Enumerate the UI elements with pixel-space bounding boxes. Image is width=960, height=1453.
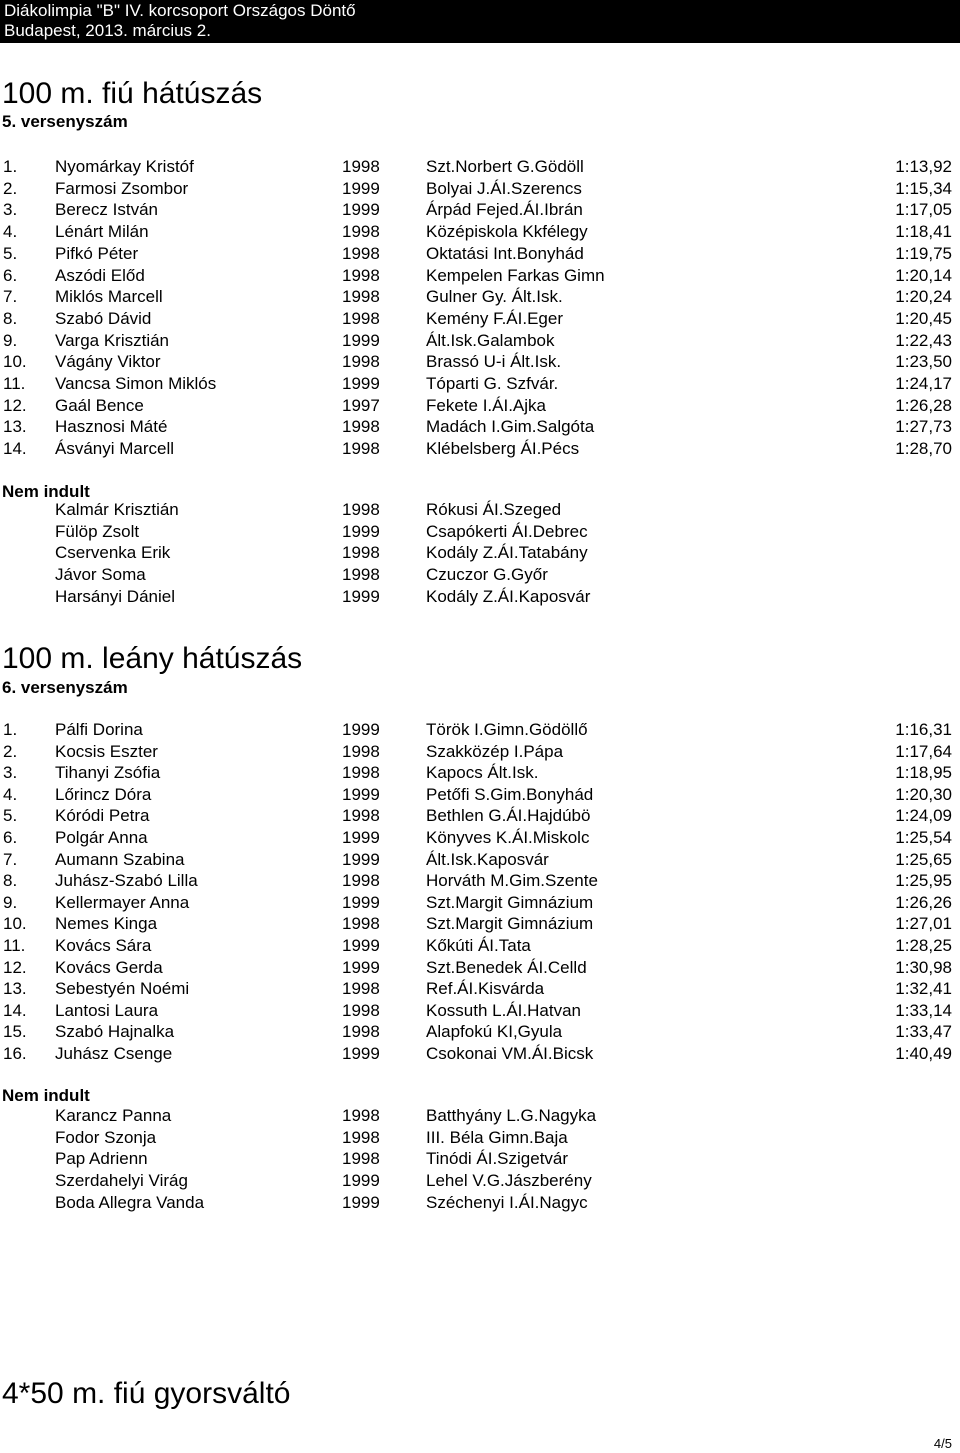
school-cell: Szt.Margit Gimnázium: [426, 914, 594, 934]
rank-cell: 14.: [3, 1000, 27, 1020]
year-cell: 1999: [342, 178, 380, 198]
name-cell: Szabó Hajnalka: [55, 1022, 175, 1042]
school-cell: Török I.Gimn.Gödöllő: [426, 720, 588, 739]
table-row: [0, 762, 960, 784]
school-cell: Ált.Isk.Galambok: [426, 330, 555, 350]
time-cell: 1:19,75: [895, 243, 952, 263]
time-cell: 1:30,98: [895, 957, 952, 977]
school-cell: Tinódi ÁI.Szigetvár: [426, 1149, 569, 1169]
name-cell: Lénárt Milán: [55, 222, 149, 242]
year-cell: 1999: [342, 936, 380, 955]
year-cell: 1998: [342, 1000, 380, 1020]
name-cell: Varga Krisztián: [55, 330, 170, 350]
year-cell: 1999: [342, 849, 380, 869]
name-cell: Kellermayer Anna: [55, 892, 190, 912]
table-row: [0, 521, 960, 543]
table-row: [0, 892, 960, 914]
rank-cell: 16.: [3, 1044, 27, 1063]
year-cell: 1998: [342, 308, 380, 328]
school-cell: Kemény F.ÁI.Eger: [426, 308, 564, 328]
school-cell: Kossuth L.ÁI.Hatvan: [426, 1000, 581, 1020]
name-cell: Farmosi Zsombor: [55, 178, 189, 198]
year-cell: 1999: [342, 1044, 380, 1063]
event-title: 100 m. fiú hátúszás: [2, 77, 263, 110]
time-cell: 1:28,70: [895, 439, 952, 459]
year-cell: 1997: [342, 395, 380, 415]
time-cell: 1:22,43: [895, 330, 952, 350]
time-cell: 1:15,34: [895, 178, 952, 198]
time-cell: 1:18,41: [895, 222, 952, 242]
name-cell: Szabó Dávid: [55, 308, 152, 328]
rank-cell: 6.: [3, 828, 18, 847]
dns-label: Nem indult: [2, 482, 90, 501]
school-cell: Madách I.Gim.Salgóta: [426, 417, 595, 437]
school-cell: Középiskola Kkfélegy: [426, 222, 588, 242]
time-cell: 1:18,95: [895, 763, 952, 783]
name-cell: Sebestyén Noémi: [55, 979, 190, 999]
name-cell: Gaál Bence: [55, 395, 144, 415]
time-cell: 1:20,45: [895, 308, 952, 328]
table-row: [0, 221, 960, 243]
name-cell: Berecz István: [55, 200, 158, 220]
year-cell: 1998: [342, 914, 380, 934]
time-cell: 1:17,05: [895, 200, 952, 220]
rank-cell: 9.: [3, 330, 18, 350]
table-row: [0, 395, 960, 417]
year-cell: 1998: [342, 417, 380, 437]
year-cell: 1998: [342, 439, 380, 459]
name-cell: Kalmár Krisztián: [55, 500, 179, 519]
name-cell: Kocsis Eszter: [55, 741, 158, 761]
school-cell: Batthyány L.G.Nagyka: [426, 1106, 597, 1125]
table-row: [0, 719, 960, 741]
year-cell: 1999: [342, 374, 380, 393]
table-row: [0, 373, 960, 395]
name-cell: Nyomárkay Kristóf: [55, 157, 194, 176]
year-cell: 1999: [342, 957, 380, 977]
table-row: [0, 784, 960, 806]
school-cell: Szakközép I.Pápa: [426, 741, 564, 761]
school-cell: Csokonai VM.ÁI.Bicsk: [426, 1044, 594, 1063]
rank-cell: 12.: [3, 395, 27, 415]
year-cell: 1999: [342, 586, 380, 606]
school-cell: Gulner Gy. Ált.Isk.: [426, 287, 563, 307]
school-cell: Bethlen G.ÁI.Hajdúbö: [426, 806, 591, 826]
name-cell: Boda Allegra Vanda: [55, 1192, 205, 1212]
table-row: [0, 1021, 960, 1043]
dns-label: Nem indult: [2, 1086, 90, 1105]
school-cell: Csapókerti ÁI.Debrec: [426, 521, 588, 541]
event-number: 6. versenyszám: [2, 678, 128, 697]
year-cell: 1998: [342, 543, 380, 563]
name-cell: Miklós Marcell: [55, 287, 163, 307]
school-cell: Kodály Z.ÁI.Kaposvár: [426, 586, 591, 606]
table-row: [0, 978, 960, 1000]
school-cell: Petőfi S.Gim.Bonyhád: [426, 784, 594, 804]
table-row: [0, 586, 960, 608]
table-row: [0, 870, 960, 892]
table-row: [0, 286, 960, 308]
table-row: [0, 199, 960, 221]
time-cell: 1:33,14: [895, 1000, 952, 1020]
year-cell: 1999: [342, 521, 380, 541]
rank-cell: 6.: [3, 265, 18, 285]
year-cell: 1998: [342, 287, 380, 307]
name-cell: Lőrincz Dóra: [55, 784, 152, 804]
name-cell: Vancsa Simon Miklós: [55, 374, 217, 393]
table-row: [0, 805, 960, 827]
table-row: [0, 741, 960, 763]
rank-cell: 9.: [3, 892, 18, 912]
school-cell: III. Béla Gimn.Baja: [426, 1127, 568, 1147]
time-cell: 1:23,50: [895, 352, 952, 372]
school-cell: Kempelen Farkas Gimn: [426, 265, 605, 285]
rank-cell: 15.: [3, 1022, 27, 1042]
name-cell: Szerdahelyi Virág: [55, 1171, 188, 1191]
table-row: [0, 416, 960, 438]
table-row: [0, 1148, 960, 1170]
time-cell: 1:33,47: [895, 1022, 952, 1042]
school-cell: Horváth M.Gim.Szente: [426, 871, 598, 891]
rank-cell: 8.: [3, 871, 18, 891]
table-row: [0, 542, 960, 564]
school-cell: Bolyai J.ÁI.Szerencs: [426, 178, 582, 198]
rank-cell: 7.: [3, 849, 18, 869]
school-cell: Tóparti G. Szfvár.: [426, 374, 559, 393]
event-title: 4*50 m. fiú gyorsváltó: [2, 1377, 291, 1410]
year-cell: 1998: [342, 565, 380, 585]
rank-cell: 11.: [3, 936, 26, 955]
rank-cell: 5.: [3, 806, 18, 826]
rank-cell: 14.: [3, 439, 27, 459]
time-cell: 1:26,28: [895, 395, 952, 415]
year-cell: 1999: [342, 1171, 380, 1191]
name-cell: Pálfi Dorina: [55, 720, 143, 739]
name-cell: Fülöp Zsolt: [55, 521, 140, 541]
table-row: [0, 1043, 960, 1065]
name-cell: Hasznosi Máté: [55, 417, 168, 437]
time-cell: 1:25,54: [895, 828, 952, 847]
rank-cell: 12.: [3, 957, 27, 977]
time-cell: 1:24,17: [895, 374, 952, 393]
time-cell: 1:20,24: [895, 287, 952, 307]
table-row: [0, 438, 960, 460]
time-cell: 1:27,01: [895, 914, 952, 934]
name-cell: Fodor Szonja: [55, 1127, 157, 1147]
page-number: 4/5: [933, 1436, 952, 1451]
rank-cell: 2.: [3, 178, 18, 198]
name-cell: Harsányi Dániel: [55, 586, 175, 606]
name-cell: Cservenka Erik: [55, 543, 171, 563]
rank-cell: 4.: [3, 222, 18, 242]
year-cell: 1998: [342, 871, 380, 891]
name-cell: Polgár Anna: [55, 828, 148, 847]
table-row: [0, 957, 960, 979]
time-cell: 1:20,14: [895, 265, 952, 285]
time-cell: 1:28,25: [895, 936, 952, 955]
rank-cell: 10.: [3, 352, 27, 372]
school-cell: Kapocs Ált.Isk.: [426, 763, 539, 783]
year-cell: 1999: [342, 720, 380, 739]
table-row: [0, 564, 960, 586]
time-cell: 1:17,64: [895, 741, 952, 761]
year-cell: 1998: [342, 806, 380, 826]
rank-cell: 1.: [3, 157, 18, 176]
name-cell: Aumann Szabina: [55, 849, 185, 869]
table-row: [0, 178, 960, 200]
name-cell: Pap Adrienn: [55, 1149, 148, 1169]
rank-cell: 13.: [3, 979, 27, 999]
table-row: [0, 243, 960, 265]
name-cell: Juhász-Szabó Lilla: [55, 871, 198, 891]
year-cell: 1998: [342, 1022, 380, 1042]
school-cell: Lehel V.G.Jászberény: [426, 1171, 592, 1191]
table-row: [0, 156, 960, 178]
school-cell: Széchenyi I.ÁI.Nagyc: [426, 1192, 588, 1212]
name-cell: Kovács Gerda: [55, 957, 163, 977]
year-cell: 1998: [342, 979, 380, 999]
name-cell: Aszódi Előd: [55, 265, 145, 285]
table-row: [0, 913, 960, 935]
year-cell: 1998: [342, 265, 380, 285]
school-cell: Brassó U-i Ált.Isk.: [426, 352, 562, 372]
time-cell: 1:16,31: [895, 720, 952, 739]
time-cell: 1:13,92: [895, 157, 952, 176]
rank-cell: 3.: [3, 200, 18, 220]
table-row: [0, 849, 960, 871]
school-cell: Oktatási Int.Bonyhád: [426, 243, 584, 263]
name-cell: Jávor Soma: [55, 565, 146, 585]
year-cell: 1998: [342, 157, 380, 176]
table-row: [0, 308, 960, 330]
name-cell: Karancz Panna: [55, 1106, 172, 1125]
table-row: [0, 1000, 960, 1022]
name-cell: Lantosi Laura: [55, 1000, 159, 1020]
rank-cell: 7.: [3, 287, 18, 307]
school-cell: Szt.Norbert G.Gödöll: [426, 157, 584, 176]
rank-cell: 13.: [3, 417, 27, 437]
rank-cell: 4.: [3, 784, 18, 804]
year-cell: 1999: [342, 784, 380, 804]
year-cell: 1998: [342, 763, 380, 783]
event-number: 5. versenyszám: [2, 112, 128, 131]
year-cell: 1999: [342, 828, 380, 847]
table-row: [0, 330, 960, 352]
rank-cell: 1.: [3, 720, 18, 739]
time-cell: 1:26,26: [895, 892, 952, 912]
school-cell: Fekete I.ÁI.Ajka: [426, 395, 546, 415]
school-cell: Ált.Isk.Kaposvár: [426, 849, 549, 869]
school-cell: Alapfokú KI,Gyula: [426, 1022, 563, 1042]
year-cell: 1998: [342, 1149, 380, 1169]
school-cell: Szt.Benedek ÁI.Celld: [426, 957, 587, 977]
name-cell: Nemes Kinga: [55, 914, 158, 934]
school-cell: Kőkúti ÁI.Tata: [426, 936, 531, 955]
name-cell: Pifkó Péter: [55, 243, 139, 263]
year-cell: 1998: [342, 1106, 380, 1125]
rank-cell: 3.: [3, 763, 18, 783]
school-cell: Kodály Z.ÁI.Tatabány: [426, 543, 588, 563]
competition-title: Diákolimpia "B" IV. korcsoport Országos Döntő: [4, 1, 356, 20]
time-cell: 1:25,95: [895, 871, 952, 891]
time-cell: 1:24,09: [895, 806, 952, 826]
table-row: [0, 1170, 960, 1192]
year-cell: 1998: [342, 352, 380, 372]
rank-cell: 10.: [3, 914, 27, 934]
school-cell: Klébelsberg ÁI.Pécs: [426, 439, 580, 459]
rank-cell: 5.: [3, 243, 18, 263]
name-cell: Kóródi Petra: [55, 806, 150, 826]
time-cell: 1:25,65: [895, 849, 952, 869]
time-cell: 1:20,30: [895, 784, 952, 804]
year-cell: 1999: [342, 330, 380, 350]
year-cell: 1999: [342, 200, 380, 220]
time-cell: 1:40,49: [895, 1044, 952, 1063]
school-cell: Árpád Fejed.ÁI.Ibrán: [426, 200, 583, 220]
year-cell: 1998: [342, 500, 380, 519]
time-cell: 1:27,73: [895, 417, 952, 437]
school-cell: Szt.Margit Gimnázium: [426, 892, 594, 912]
table-row: [0, 1127, 960, 1149]
school-cell: Rókusi ÁI.Szeged: [426, 500, 562, 519]
name-cell: Tihanyi Zsófia: [55, 763, 161, 783]
year-cell: 1999: [342, 1192, 380, 1212]
table-row: [0, 827, 960, 849]
name-cell: Vágány Viktor: [55, 352, 161, 372]
school-cell: Könyves K.ÁI.Miskolc: [426, 828, 590, 847]
name-cell: Ásványi Marcell: [55, 439, 175, 459]
table-row: [0, 1192, 960, 1214]
time-cell: 1:32,41: [895, 979, 952, 999]
year-cell: 1998: [342, 741, 380, 761]
year-cell: 1998: [342, 243, 380, 263]
competition-date: Budapest, 2013. március 2.: [4, 21, 211, 40]
year-cell: 1998: [342, 222, 380, 242]
table-row: [0, 1105, 960, 1127]
year-cell: 1998: [342, 1127, 380, 1147]
rank-cell: 8.: [3, 308, 18, 328]
year-cell: 1999: [342, 892, 380, 912]
rank-cell: 2.: [3, 741, 18, 761]
header-banner: [0, 0, 960, 43]
table-row: [0, 265, 960, 287]
event-title: 100 m. leány hátúszás: [2, 642, 303, 675]
rank-cell: 11.: [3, 374, 26, 393]
table-row: [0, 499, 960, 521]
name-cell: Juhász Csenge: [55, 1044, 173, 1063]
school-cell: Ref.ÁI.Kisvárda: [426, 979, 545, 999]
table-row: [0, 351, 960, 373]
name-cell: Kovács Sára: [55, 936, 152, 955]
table-row: [0, 935, 960, 957]
school-cell: Czuczor G.Győr: [426, 565, 548, 585]
